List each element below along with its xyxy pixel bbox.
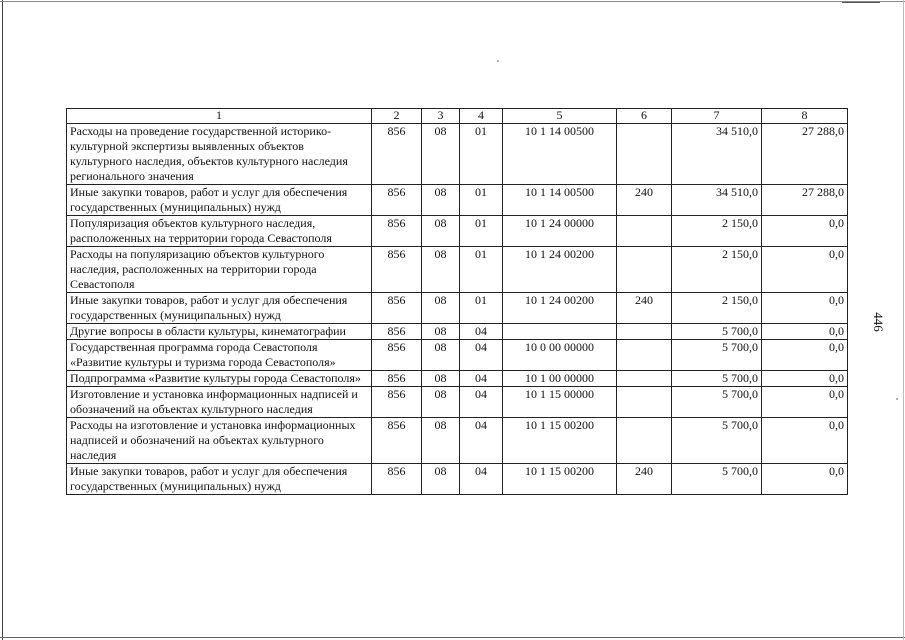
code-cell: 856 <box>372 247 422 293</box>
table-row <box>67 247 848 293</box>
row-name-cell: Государственная программа города Севастополя «Развитие культуры и туризма города Севастополя» <box>67 340 372 371</box>
amount-cell: 2 150,0 <box>672 216 762 247</box>
code-cell: 08 <box>422 124 460 185</box>
code-cell <box>617 418 672 464</box>
amount-cell: 0,0 <box>762 340 848 371</box>
table-row <box>67 293 848 324</box>
header-cell: 4 <box>460 109 503 124</box>
code-cell: 08 <box>422 387 460 418</box>
code-cell <box>617 324 672 340</box>
row-name-cell: Расходы на проведение государственной историко-культурной экспертизы выявленных объектов культурного наследия, объектов культурного наследия регионального значения <box>67 124 372 185</box>
code-cell: 856 <box>372 418 422 464</box>
code-cell: 856 <box>372 216 422 247</box>
header-cell: 2 <box>372 109 422 124</box>
table-row <box>67 216 848 247</box>
scan-edge-top <box>0 1 905 2</box>
amount-cell: 5 700,0 <box>672 418 762 464</box>
table-row <box>67 387 848 418</box>
code-cell: 01 <box>460 293 503 324</box>
code-cell: 04 <box>460 324 503 340</box>
amount-cell: 27 288,0 <box>762 124 848 185</box>
amount-cell: 5 700,0 <box>672 324 762 340</box>
code-cell <box>617 340 672 371</box>
code-cell: 08 <box>422 185 460 216</box>
amount-cell: 5 700,0 <box>672 340 762 371</box>
table-row <box>67 464 848 495</box>
code-cell: 856 <box>372 340 422 371</box>
code-cell: 10 1 14 00500 <box>503 185 617 216</box>
code-cell: 08 <box>422 464 460 495</box>
table-row <box>67 185 848 216</box>
code-cell: 08 <box>422 216 460 247</box>
table-row <box>67 418 848 464</box>
header-cell: 5 <box>503 109 617 124</box>
page-number: 446 <box>871 312 886 332</box>
header-cell: 8 <box>762 109 848 124</box>
scan-speck <box>497 60 499 62</box>
code-cell: 10 1 24 00000 <box>503 216 617 247</box>
code-cell: 856 <box>372 371 422 387</box>
scan-mark <box>842 2 880 3</box>
row-name-cell: Иные закупки товаров, работ и услуг для обеспечения государственных (муниципальных) нужд <box>67 293 372 324</box>
amount-cell: 2 150,0 <box>672 247 762 293</box>
amount-cell: 0,0 <box>762 293 848 324</box>
code-cell: 856 <box>372 464 422 495</box>
code-cell: 01 <box>460 247 503 293</box>
code-cell: 08 <box>422 293 460 324</box>
code-cell: 240 <box>617 464 672 495</box>
amount-cell: 0,0 <box>762 387 848 418</box>
code-cell <box>617 124 672 185</box>
code-cell: 10 1 15 00200 <box>503 418 617 464</box>
header-cell: 6 <box>617 109 672 124</box>
row-name-cell: Изготовление и установка информационных надписей и обозначений на объектах культурного наследия <box>67 387 372 418</box>
amount-cell: 5 700,0 <box>672 371 762 387</box>
code-cell: 08 <box>422 371 460 387</box>
code-cell <box>617 216 672 247</box>
amount-cell: 5 700,0 <box>672 387 762 418</box>
amount-cell: 27 288,0 <box>762 185 848 216</box>
code-cell: 10 1 15 00000 <box>503 387 617 418</box>
row-name-cell: Расходы на популяризацию объектов культурного наследия, расположенных на территории города Севастополя <box>67 247 372 293</box>
code-cell: 856 <box>372 124 422 185</box>
code-cell: 01 <box>460 216 503 247</box>
budget-table <box>66 108 848 495</box>
code-cell: 856 <box>372 185 422 216</box>
row-name-cell: Иные закупки товаров, работ и услуг для обеспечения государственных (муниципальных) нужд <box>67 185 372 216</box>
code-cell: 856 <box>372 293 422 324</box>
row-name-cell: Подпрограмма «Развитие культуры города Севастополя» <box>67 371 372 387</box>
table-body <box>67 109 848 495</box>
code-cell: 240 <box>617 185 672 216</box>
amount-cell: 0,0 <box>762 216 848 247</box>
amount-cell: 34 510,0 <box>672 124 762 185</box>
row-name-cell: Другие вопросы в области культуры, кинематографии <box>67 324 372 340</box>
table-header-row <box>67 109 848 124</box>
scan-edge-right <box>903 0 904 640</box>
amount-cell: 0,0 <box>762 464 848 495</box>
table-row <box>67 324 848 340</box>
code-cell: 04 <box>460 340 503 371</box>
amount-cell: 0,0 <box>762 371 848 387</box>
header-cell: 7 <box>672 109 762 124</box>
code-cell: 10 1 14 00500 <box>503 124 617 185</box>
code-cell: 240 <box>617 293 672 324</box>
code-cell: 10 0 00 00000 <box>503 340 617 371</box>
table-row <box>67 340 848 371</box>
code-cell <box>503 324 617 340</box>
amount-cell: 0,0 <box>762 324 848 340</box>
code-cell: 04 <box>460 418 503 464</box>
scan-speck <box>896 398 898 400</box>
amount-cell: 0,0 <box>762 418 848 464</box>
row-name-cell: Расходы на изготовление и установка информационных надписей и обозначений на объектах культурного наследия <box>67 418 372 464</box>
code-cell: 08 <box>422 324 460 340</box>
code-cell: 08 <box>422 247 460 293</box>
code-cell <box>617 371 672 387</box>
code-cell: 10 1 15 00200 <box>503 464 617 495</box>
header-cell: 3 <box>422 109 460 124</box>
table-row <box>67 371 848 387</box>
amount-cell: 0,0 <box>762 247 848 293</box>
code-cell: 01 <box>460 124 503 185</box>
code-cell <box>617 247 672 293</box>
code-cell: 856 <box>372 324 422 340</box>
row-name-cell: Иные закупки товаров, работ и услуг для обеспечения государственных (муниципальных) нужд <box>67 464 372 495</box>
row-name-cell: Популяризация объектов культурного наследия, расположенных на территории города Севастополя <box>67 216 372 247</box>
scan-edge-left <box>2 0 3 640</box>
amount-cell: 2 150,0 <box>672 293 762 324</box>
code-cell: 08 <box>422 340 460 371</box>
code-cell: 01 <box>460 185 503 216</box>
code-cell: 04 <box>460 371 503 387</box>
amount-cell: 34 510,0 <box>672 185 762 216</box>
code-cell: 856 <box>372 387 422 418</box>
header-cell: 1 <box>67 109 372 124</box>
code-cell: 10 1 00 00000 <box>503 371 617 387</box>
code-cell: 10 1 24 00200 <box>503 247 617 293</box>
scan-edge-bottom <box>0 637 905 638</box>
code-cell: 08 <box>422 418 460 464</box>
code-cell <box>617 387 672 418</box>
code-cell: 04 <box>460 387 503 418</box>
code-cell: 04 <box>460 464 503 495</box>
amount-cell: 5 700,0 <box>672 464 762 495</box>
code-cell: 10 1 24 00200 <box>503 293 617 324</box>
table-row <box>67 124 848 185</box>
